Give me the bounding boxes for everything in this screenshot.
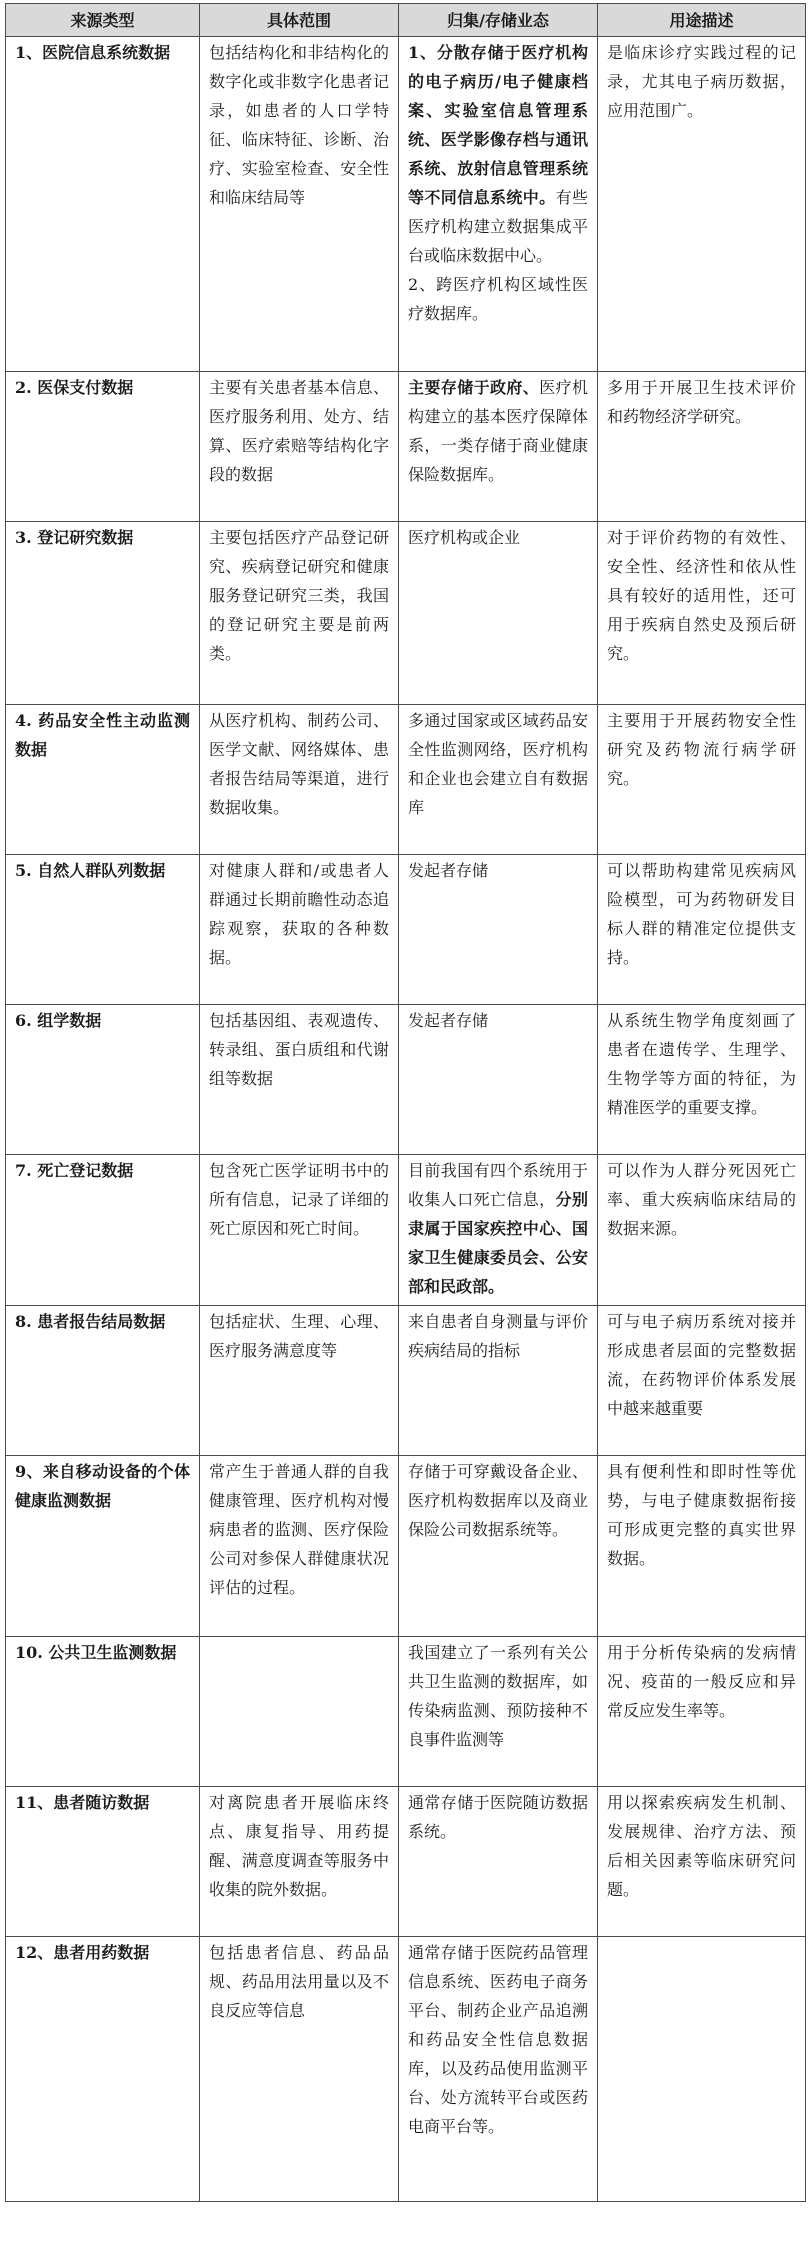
table-row (6, 1937, 806, 2202)
table-body (6, 37, 806, 2202)
storage-text: 医疗机构建立的基本医疗保障体系，一类存储于商业健康保险数据库。 (408, 378, 588, 484)
storage-bold-text: 分别隶属于国家疾控中心、国家卫生健康委员会、公安部和民政部。 (408, 1190, 588, 1296)
row-scope: 从医疗机构、制药公司、医学文献、网络媒体、患者报告结局等渠道，进行数据收集。 (200, 705, 399, 855)
row-storage: 通常存储于医院药品管理信息系统、医药电子商务平台、制药企业产品追溯和药品安全性信息数据库，以及药品使用监测平台、处方流转平台或医药电商平台等。 (399, 1937, 598, 2202)
table-header (6, 4, 806, 37)
row-usage: 从系统生物学角度刻画了患者在遗传学、生理学、生物学等方面的特征，为精准医学的重要支撑。 (598, 1005, 806, 1155)
row-storage (399, 37, 598, 372)
data-source-table (5, 3, 806, 2202)
row-usage: 可以帮助构建常见疾病风险模型，可为药物研发目标人群的精准定位提供支持。 (598, 855, 806, 1005)
row-storage: 发起者存储 (399, 1005, 598, 1155)
row-storage: 存储于可穿戴设备企业、医疗机构数据库以及商业保险公司数据系统等。 (399, 1456, 598, 1637)
table-row (6, 705, 806, 855)
header-storage: 归集/存储业态 (399, 4, 598, 37)
header-usage: 用途描述 (598, 4, 806, 37)
row-source-type: 5. 自然人群队列数据 (6, 855, 200, 1005)
row-usage: 具有便利性和即时性等优势，与电子健康数据衔接可形成更完整的真实世界数据。 (598, 1456, 806, 1637)
row-usage: 可以作为人群分死因死亡率、重大疾病临床结局的数据来源。 (598, 1155, 806, 1306)
row-scope: 包括结构化和非结构化的数字化或非数字化患者记录，如患者的人口学特征、临床特征、诊断、治疗、实验室检查、安全性和临床结局等 (200, 37, 399, 372)
row-usage (598, 1937, 806, 2202)
row-storage: 通常存储于医院随访数据系统。 (399, 1787, 598, 1937)
row-usage: 是临床诊疗实践过程的记录，尤其电子病历数据，应用范围广。 (598, 37, 806, 372)
row-scope: 对健康人群和/或患者人群通过长期前瞻性动态追踪观察，获取的各种数据。 (200, 855, 399, 1005)
table-row (6, 1637, 806, 1787)
row-scope: 主要包括医疗产品登记研究、疾病登记研究和健康服务登记研究三类，我国的登记研究主要是前两类。 (200, 522, 399, 705)
table-row (6, 372, 806, 522)
table-row (6, 1787, 806, 1937)
row-source-type: 3. 登记研究数据 (6, 522, 200, 705)
row-scope: 包括患者信息、药品品规、药品用法用量以及不良反应等信息 (200, 1937, 399, 2202)
table-row (6, 522, 806, 705)
row-source-type: 2. 医保支付数据 (6, 372, 200, 522)
row-scope: 主要有关患者基本信息、医疗服务利用、处方、结算、医疗索赔等结构化字段的数据 (200, 372, 399, 522)
row-usage: 对于评价药物的有效性、安全性、经济性和依从性具有较好的适用性，还可用于疾病自然史及预后研究。 (598, 522, 806, 705)
row-scope: 包括基因组、表观遗传、转录组、蛋白质组和代谢组等数据 (200, 1005, 399, 1155)
row-source-type: 11、患者随访数据 (6, 1787, 200, 1937)
row-scope: 对离院患者开展临床终点、康复指导、用药提醒、满意度调查等服务中收集的院外数据。 (200, 1787, 399, 1937)
table-row (6, 37, 806, 372)
table-row (6, 1155, 806, 1306)
storage-bold-text: 1、分散存储于医疗机构的电子病历/电子健康档案、实验室信息管理系统、医学影像存档与通讯系统、放射信息管理系统等不同信息系统中。 (408, 43, 588, 207)
table-row (6, 855, 806, 1005)
row-source-type: 9、来自移动设备的个体健康监测数据 (6, 1456, 200, 1637)
header-row (6, 4, 806, 37)
header-source-type: 来源类型 (6, 4, 200, 37)
row-usage: 用于分析传染病的发病情况、疫苗的一般反应和异常反应发生率等。 (598, 1637, 806, 1787)
table-row (6, 1456, 806, 1637)
row-usage: 用以探索疾病发生机制、发展规律、治疗方法、预后相关因素等临床研究问题。 (598, 1787, 806, 1937)
row-storage (399, 1155, 598, 1306)
row-scope: 包括症状、生理、心理、医疗服务满意度等 (200, 1306, 399, 1456)
row-usage: 多用于开展卫生技术评价和药物经济学研究。 (598, 372, 806, 522)
row-source-type: 12、患者用药数据 (6, 1937, 200, 2202)
storage-text: 目前我国有四个系统用于收集人口死亡信息， (408, 1161, 588, 1209)
row-storage: 来自患者自身测量与评价疾病结局的指标 (399, 1306, 598, 1456)
table-row (6, 1306, 806, 1456)
storage-bold-text: 主要存储于政府、 (408, 378, 540, 397)
row-storage: 医疗机构或企业 (399, 522, 598, 705)
row-storage: 多通过国家或区域药品安全性监测网络，医疗机构和企业也会建立自有数据库 (399, 705, 598, 855)
row-storage (399, 372, 598, 522)
header-scope: 具体范围 (200, 4, 399, 37)
row-storage: 发起者存储 (399, 855, 598, 1005)
row-source-type: 10. 公共卫生监测数据 (6, 1637, 200, 1787)
row-usage: 可与电子病历系统对接并形成患者层面的完整数据流，在药物评价体系发展中越来越重要 (598, 1306, 806, 1456)
storage-text: 有些医疗机构建立数据集成平台或临床数据中心。 (408, 188, 588, 265)
row-source-type: 8. 患者报告结局数据 (6, 1306, 200, 1456)
row-source-type: 7. 死亡登记数据 (6, 1155, 200, 1306)
row-scope (200, 1637, 399, 1787)
row-source-type: 4. 药品安全性主动监测数据 (6, 705, 200, 855)
row-scope: 包含死亡医学证明书中的所有信息，记录了详细的死亡原因和死亡时间。 (200, 1155, 399, 1306)
row-scope: 常产生于普通人群的自我健康管理、医疗机构对慢病患者的监测、医疗保险公司对参保人群健康状况评估的过程。 (200, 1456, 399, 1637)
storage-extra-text: 2、跨医疗机构区域性医疗数据库。 (408, 275, 588, 323)
table-row (6, 1005, 806, 1155)
row-storage: 我国建立了一系列有关公共卫生监测的数据库，如传染病监测、预防接种不良事件监测等 (399, 1637, 598, 1787)
row-usage: 主要用于开展药物安全性研究及药物流行病学研究。 (598, 705, 806, 855)
row-source-type: 1、医院信息系统数据 (6, 37, 200, 372)
row-source-type: 6. 组学数据 (6, 1005, 200, 1155)
